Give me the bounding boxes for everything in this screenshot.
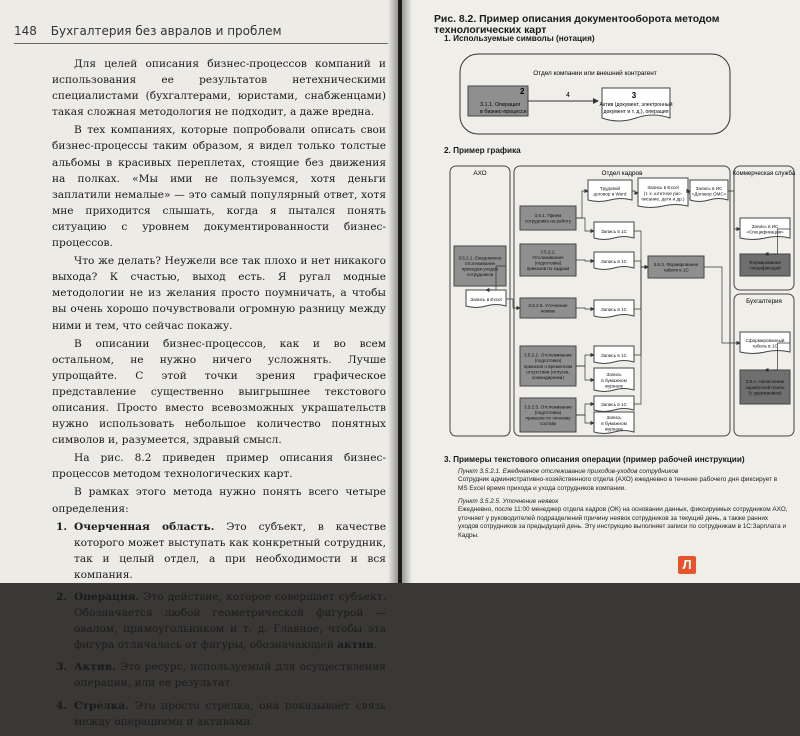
instruction-block [458,498,788,540]
left-body-text [52,56,386,736]
book-spine-shadow [388,0,412,583]
node-label: 3.5.2.1. Ежедневное [458,255,502,261]
section-notation-title: 1. Используемые символы (нотация) [444,34,595,43]
legend-asset-num: 3 [631,91,637,100]
edge-arrow [576,218,594,231]
lane-label: АХО [473,170,487,177]
legend-op-num: 2 [520,87,525,96]
node-label: (подготовка) [534,410,562,415]
legend-arrow-num: 4 [566,92,570,99]
node-label: составу [539,421,557,427]
node-label: 3.5.2.2. Отслеживание [524,352,572,358]
node-label: Запись в Excel [470,296,502,302]
node-label: командировки) [532,375,564,380]
node-label: журнале [604,426,624,432]
node-label: Запись в Excel [647,185,679,191]
edge-arrow [576,415,594,423]
node-label: 3.5.2.5. Отслеживание [524,404,572,410]
node-label: (т. к. штатное рас- [643,190,683,196]
instruction-body: Сотрудник административно-хозяйственного отдела (АХО) ежедневно в течение рабочего дня фиксирует в MS Excel время прихода и ухода сотрудников компании. [458,476,778,492]
node-label: Запись в 1С [601,228,627,234]
node-is-dog [690,180,728,202]
node-label: отсутствии (отпуска, [526,369,570,375]
lane-label: Бухгалтерия [746,298,782,305]
node-label: Запись в 1С [601,258,627,264]
node-label: отслеживание [464,261,496,266]
node-label: Запись в 1С [601,306,627,312]
paragraph: На рис. 8.2 приведен пример описания бизнес-процессов методом технологических карт. [52,452,386,481]
running-title: Бухгалтерия без авралов и проблем [50,24,282,38]
legend-area-label: Отдел компании или внешний контрагент [533,70,657,77]
node-label: Формирование [748,260,782,265]
node-label: Запись [606,372,622,378]
edge-arrow [576,366,594,380]
instruction-body: Ежедневно, после 11:00 менеджер отдела кадров (ОК) на основании данных, фиксируемых сотрудником АХО, уточняет у руководителей подразделений причину неявок сотрудников за текущий день, а также ранних уходов сотрудников за предыдущий день. Эту инструкцию выполняет записи по сотрудникам в 1С:Зарплата и Кадры. [458,506,788,539]
node-excel-shtat [638,178,688,208]
paragraph: Что же делать? Неужели все так плохо и нет никакого выхода? К счастью, выход есть. Я ругал модные методологии не из желания просто поумничать, а чтобы вы очень хорошо почувствовали огромную разницу между ними и тем, что сейчас покажу. [52,255,386,332]
paragraph: В рамках этого метода нужно понять всего четыре определения: [52,486,386,515]
node-label: 3.5.3. Формирование [653,262,699,267]
lane-label: Коммерческая служба [732,171,796,177]
instruction-block [458,468,788,493]
publisher-logo: Л [678,556,696,574]
edge-arrow [704,267,740,343]
node-label: Запись в 1С [601,352,627,358]
node-label: Запись в ИС [751,224,779,229]
node-label: сотрудника на работу [524,218,572,224]
node-label: 3.5.2.5. Уточнение [528,303,568,308]
edge-arrow [576,355,594,366]
node-label: 3.5.1. Прием [534,213,562,218]
node-label: заработной платы [745,384,785,390]
node-form-spec [740,254,790,276]
node-z-paper2 [594,412,634,434]
node-trud [588,180,632,202]
legend-asset-text: документ и т. д.), операция [603,109,669,115]
node-label: Запись [606,415,622,421]
definition-list [52,519,386,730]
node-label: приказов по личному [525,415,571,421]
node-n3523 [648,256,704,278]
node-label: (подготовка) [534,260,562,266]
diagram-nodes [454,178,790,434]
node-n354 [740,370,790,404]
node-z1c-b [594,252,634,270]
definition-item: 1. Очерченная область. Это субъект, в качестве которого может выступать как конкретный сотрудник, так и целый отдел, а при необходимости и вся компания. [56,520,387,581]
edge-arrow [576,260,594,261]
page-number: 148 [14,24,37,38]
legend-op-text: 3.1.1. Операция [480,102,521,108]
node-label: Запись в 1С [601,401,627,407]
instruction-title: Пункт 3.5.2.1. Ежедневное отслеживание приходов-уходов сотрудников [458,468,679,475]
node-n3525 [520,298,576,318]
section-chart-title: 2. Пример графика [444,146,521,155]
node-label: спецификаций [749,265,781,271]
node-n35224 [520,346,576,386]
lane-label: Отдел кадров [601,170,643,177]
definition-item: 3. Актив. Это ресурс, используемый для осуществления операции, или ее результат. [56,661,386,690]
process-diagram [402,0,800,583]
node-label: (с удержанием) [748,390,782,396]
figure-title: Рис. 8.2. Пример описания документооборота методом технологических карт [434,14,720,36]
node-label: приходов-уходов [461,266,499,272]
node-label: 3.5.4. Начисление [745,379,785,385]
node-label: договор в Word [593,191,627,197]
edge-arrow [506,299,520,308]
edge-arrow [576,308,594,309]
node-z1c-c [594,300,634,318]
definition-item: 2. Операция. Это действие, которое совершает субъект. Обозначается любой геометрической фигурой — овалом, прямоугольником и т. д. Главное, чтобы эта фигура отличалась от фигуры, обозначающей актив. [56,591,386,652]
node-label: «Спецификация» [746,229,784,235]
section-text-title: 3. Примеры текстового описания операции (пример рабочей инструкции) [444,455,745,464]
node-label: неявок [540,308,556,314]
node-label: табель в 1С [752,343,778,349]
node-label: в бумажном [601,377,627,383]
definition-item: 4. Стрелка. Это просто стрелка, она показывает связь между операциями и активами. [56,699,386,728]
node-label: сотрудников [466,272,494,278]
node-label: журнале [604,383,624,389]
node-n35225 [520,398,576,432]
edge-arrow [632,191,638,193]
node-label: 3.5.2.2. [540,249,556,255]
node-label: писание, дети и др.) [641,196,685,202]
node-label: Отслеживание [532,255,564,260]
instruction-title: Пункт 3.5.2.5. Уточнение неявок [458,498,559,505]
node-label: Запись в ИС [695,186,723,191]
edge-arrow [634,267,648,404]
legend-asset-text: Актив (документ, электронный [599,102,673,108]
notation-legend [460,54,730,134]
right-page [402,0,800,583]
node-n3522 [520,244,576,276]
node-label: Сформированный [745,338,785,343]
node-z1c-a [594,222,634,240]
node-label: приказов по кадрам [526,266,570,272]
paragraph: Для целей описания бизнес-процессов компаний и использования ее результатов нетехническими специалистами (бухгалтерами, юристами, снабженцами) такая сложная методология не подходит, а даже вредна. [52,58,386,119]
edge-arrow [576,404,594,415]
node-n351 [520,206,576,230]
legend-op-text: в бизнес-процессе [480,109,527,115]
node-label: в бумажном [601,420,627,426]
paragraph: В тех компаниях, которые попробовали описать свои бизнес-процессы таким образом, я видел только толстые альбомы в красивых переплетах, стоящие без движения на полках. «Мы ими не пользуемся, хотя деньги заплатили немалые» — это самый популярный ответ, хотя мне приходится слышать, когда я пытался понять ситуацию с уровнем документированности бизнес-процессов. [52,124,386,250]
node-label: Трудовой [600,186,620,191]
node-z-paper1 [594,368,634,392]
node-z-excel [466,290,506,308]
node-z1c-d [594,346,634,364]
paragraph: В описании бизнес-процессов, как и во всем остальном, не нужно ничего усложнять. Лучше упрощайте. С этой точки зрения графическое представление существенно выигрышнее текстового описания. Просто вместо всевозможных украшательств нужно использовать небольшое количество понятных символов и, разумеется, здравый смысл. [52,337,386,447]
running-head [14,24,388,44]
edge-arrow [576,191,588,218]
node-z1c-e [594,396,634,412]
node-label: приказов о временном [523,363,573,369]
node-label: (подготовка) [534,358,562,364]
lane-accounting [734,294,794,436]
node-label: «Договор ОМС» [691,191,727,197]
edge-arrow [634,231,648,267]
node-label: табеля в 1С [663,267,689,273]
left-page [0,0,398,728]
